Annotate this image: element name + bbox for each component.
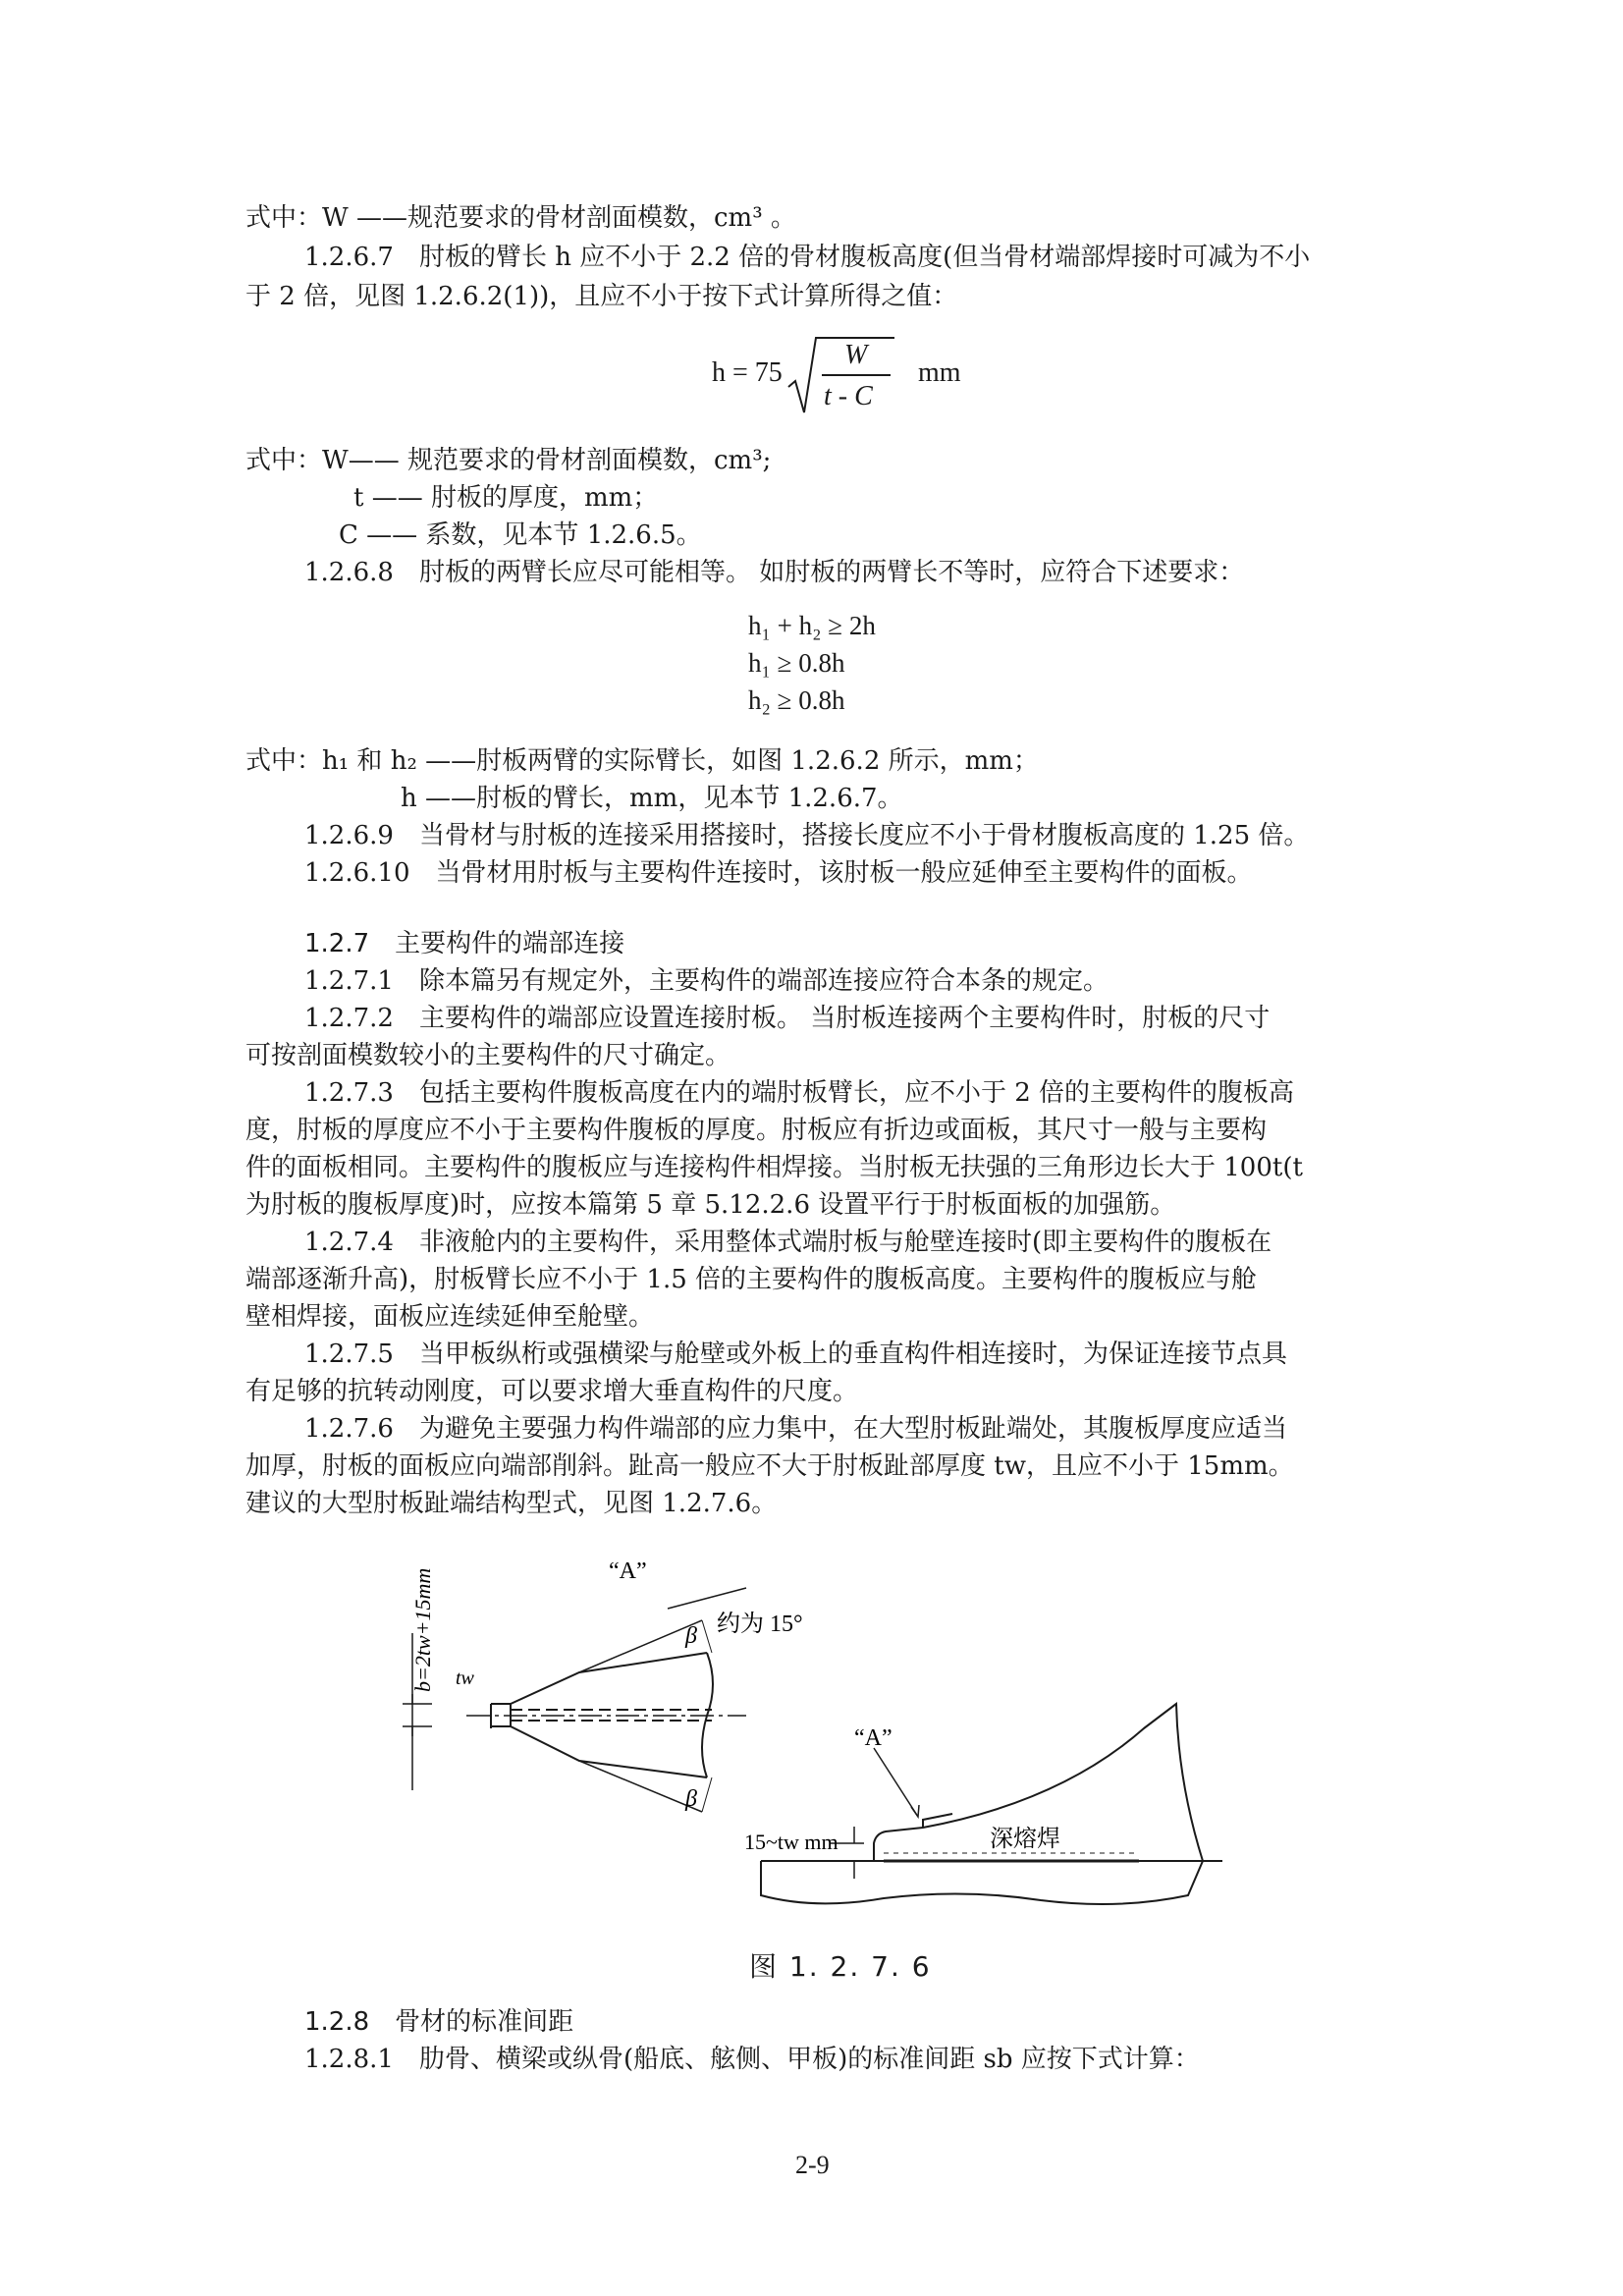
clause-1-2-7-3-line3: 件的面板相同。主要构件的腹板应与连接构件相焊接。当肘板无扶强的三角形边长大于 100t(t bbox=[245, 1153, 1303, 1182]
clause-1-2-7-6-line2: 加厚，肘板的面板应向端部削斜。趾高一般应不大于肘板趾部厚度 tw，且应不小于 15mm。 bbox=[245, 1451, 1294, 1481]
definition-h12: 式中：h₁ 和 h₂ ——肘板两臂的实际臂长，如图 1.2.6.2 所示，mm； bbox=[245, 746, 1039, 776]
clause-1-2-7-4-line3: 壁相焊接，面板应连续延伸至舱壁。 bbox=[245, 1302, 655, 1332]
definition-t: t —— 肘板的厚度，mm； bbox=[353, 483, 659, 513]
clause-1-2-7-3-line4: 为肘板的腹板厚度)时，应按本篇第 5 章 5.12.2.6 设置平行于肘板面板的加强筋。 bbox=[245, 1190, 1176, 1220]
clause-1-2-6-10: 1.2.6.10 当骨材用肘板与主要构件连接时，该肘板一般应延伸至主要构件的面板。 bbox=[304, 858, 1253, 888]
clause-1-2-7-5-line2: 有足够的抗转动刚度，可以要求增大垂直构件的尺度。 bbox=[245, 1377, 859, 1406]
formula-lhs: h = 75 bbox=[712, 357, 783, 388]
beta-bottom-label: β bbox=[685, 1786, 697, 1812]
formula-numerator: W bbox=[844, 340, 868, 370]
bracket-arm-formula bbox=[712, 334, 961, 422]
section-heading-1-2-7: 1.2.7 主要构件的端部连接 bbox=[304, 929, 625, 958]
page-number: 2-9 bbox=[795, 2151, 830, 2179]
clause-1-2-7-6-line3: 建议的大型肘板趾端结构型式，见图 1.2.7.6。 bbox=[245, 1489, 778, 1518]
clause-1-2-7-3-line2: 度，肘板的厚度应不小于主要构件腹板的厚度。肘板应有折边或面板，其尺寸一般与主要构 bbox=[245, 1116, 1268, 1145]
dim-tw-label: tw bbox=[456, 1667, 474, 1689]
inequality-2: h₁ ≥ 0.8h bbox=[748, 648, 845, 678]
clause-1-2-7-3-line1: 1.2.7.3 包括主要构件腹板高度在内的端肘板臂长，应不小于 2 倍的主要构件的腹板高 bbox=[304, 1078, 1295, 1108]
formula-denominator: t - C bbox=[824, 381, 873, 411]
clause-1-2-7-4-line2: 端部逐渐升高)，肘板臂长应不小于 1.5 倍的主要构件的腹板高度。主要构件的腹板应与舱 bbox=[245, 1265, 1258, 1294]
formula-unit: mm bbox=[918, 357, 961, 388]
clause-1-2-7-5-line1: 1.2.7.5 当甲板纵桁或强横梁与舱壁或外板上的垂直构件相连接时，为保证连接节点具 bbox=[304, 1339, 1287, 1369]
clause-1-2-7-6-line1: 1.2.7.6 为避免主要强力构件端部的应力集中，在大型肘板趾端处，其腹板厚度应适当 bbox=[304, 1414, 1287, 1444]
figure-bracket-toe bbox=[373, 1527, 1257, 1940]
clause-1-2-6-7-line2: 于 2 倍，见图 1.2.6.2(1))，且应不小于按下式计算所得之值： bbox=[245, 282, 958, 311]
clause-1-2-7-1: 1.2.7.1 除本篇另有规定外，主要构件的端部连接应符合本条的规定。 bbox=[304, 966, 1109, 996]
definition-c: C —— 系数，见本节 1.2.6.5。 bbox=[339, 520, 702, 550]
definition-h: h ——肘板的臂长，mm，见本节 1.2.6.7。 bbox=[401, 784, 903, 813]
figure-caption: 图 1. 2. 7. 6 bbox=[749, 1950, 932, 1983]
label-a-left: “A” bbox=[609, 1558, 647, 1584]
beta-top-label: β bbox=[685, 1623, 697, 1649]
weld-label: 深熔焊 bbox=[990, 1827, 1060, 1852]
clause-1-2-7-4-line1: 1.2.7.4 非液舱内的主要构件，采用整体式端肘板与舱壁连接时(即主要构件的腹板在 bbox=[304, 1228, 1272, 1257]
clause-1-2-8-1: 1.2.8.1 肋骨、横梁或纵骨(船底、舷侧、甲板)的标准间距 sb 应按下式计算： bbox=[304, 2045, 1200, 2074]
inequality-1: h₁ + h₂ ≥ 2h bbox=[748, 611, 876, 640]
label-a-right: “A” bbox=[854, 1725, 893, 1751]
angle-note: 约为 15° bbox=[717, 1612, 803, 1637]
clause-1-2-6-8: 1.2.6.8 肘板的两臂长应尽可能相等。 如肘板的两臂长不等时，应符合下述要求： bbox=[304, 558, 1245, 587]
section-heading-1-2-8: 1.2.8 骨材的标准间距 bbox=[304, 2007, 574, 2037]
clause-1-2-7-2-line2: 可按剖面模数较小的主要构件的尺寸确定。 bbox=[245, 1041, 731, 1070]
toe-height-label: 15~tw mm bbox=[744, 1830, 839, 1854]
clause-1-2-6-9: 1.2.6.9 当骨材与肘板的连接采用搭接时，搭接长度应不小于骨材腹板高度的 1.25 倍。 bbox=[304, 821, 1310, 850]
toe-face-plate-detail bbox=[403, 1588, 746, 1812]
clause-1-2-6-7-line1: 1.2.6.7 肘板的臂长 h 应不小于 2.2 倍的骨材腹板高度(但当骨材端部焊接时可减为不小 bbox=[304, 243, 1311, 272]
definition-w-line: 式中：W ——规范要求的骨材剖面模数，cm³ 。 bbox=[245, 203, 796, 233]
clause-1-2-7-2-line1: 1.2.7.2 主要构件的端部应设置连接肘板。 当肘板连接两个主要构件时，肘板的尺寸 bbox=[304, 1004, 1271, 1033]
inequality-3: h₂ ≥ 0.8h bbox=[748, 685, 845, 715]
toe-weld-detail bbox=[761, 1704, 1222, 1904]
dim-b-label: b=2tw+15mm bbox=[410, 1567, 435, 1692]
definition-w2: 式中：W—— 规范要求的骨材剖面模数，cm³; bbox=[245, 446, 772, 475]
